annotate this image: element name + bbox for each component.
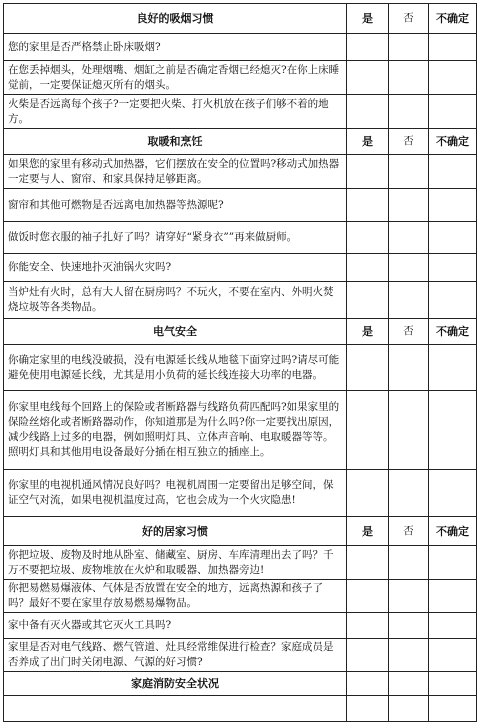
col-unsure: 不确定 [429,4,477,34]
checklist-row [4,34,477,61]
col-yes: 是 [347,129,389,155]
empty-cell [4,696,347,722]
answer-no-cell[interactable] [389,189,429,222]
answer-no-cell[interactable] [389,34,429,61]
answer-no-cell[interactable] [389,391,429,470]
checklist-row [4,61,477,95]
answer-yes-cell[interactable] [347,546,389,580]
answer-no-cell[interactable] [389,470,429,517]
col-no: 否 [389,129,429,155]
answer-unsure-cell[interactable] [429,95,477,129]
question-text: 你确定家里的电线没破损，没有电源延长线从地毯下面穿过吗?请尽可能避免使用电源延长线，尤其是用小负荷的延长线连接大功率的电器。 [4,345,347,391]
question-text: 窗帘和其他可燃物是否远离电加热器等热源呢? [4,189,347,222]
answer-yes-cell[interactable] [347,282,389,319]
answer-yes-cell[interactable] [347,580,389,613]
col-unsure: 不确定 [429,129,477,155]
empty-cell [389,696,429,722]
answer-yes-cell[interactable] [347,155,389,189]
question-text: 做饭时您衣服的袖子扎好了吗？请穿好“紧身衣””再来做厨师。 [4,222,347,254]
empty-cell [429,672,477,696]
answer-unsure-cell[interactable] [429,189,477,222]
answer-unsure-cell[interactable] [429,61,477,95]
col-yes: 是 [347,517,389,546]
empty-cell [347,672,389,696]
answer-unsure-cell[interactable] [429,580,477,613]
question-text: 您的家里是否严格禁止卧床吸烟? [4,34,347,61]
answer-yes-cell[interactable] [347,95,389,129]
checklist-row [4,345,477,391]
section-title: 取暖和烹饪 [4,129,347,155]
answer-no-cell[interactable] [389,254,429,282]
answer-yes-cell[interactable] [347,639,389,672]
question-text: 当炉灶有火时，总有大人留在厨房吗？不玩火，不要在室内、外明火焚烧垃圾等各类物品。 [4,282,347,319]
question-text: 你家里的电视机通风情况良好吗？电视机周围一定要留出足够空间，保证空气对流，如果电视机温度过高，它也会成为一个火灾隐患! [4,470,347,517]
answer-yes-cell[interactable] [347,189,389,222]
question-text: 如果您的家里有移动式加热器，它们摆放在安全的位置吗?移动式加热器一定要与人、窗帘、和家具保持足够距离。 [4,155,347,189]
section-header [4,4,477,34]
question-text: 在您丢掉烟头，处理烟嘴、烟缸之前是否确定香烟已经熄灭?在你上床睡觉前，一定要保证熄灭所有的烟头。 [4,61,347,95]
section-header [4,129,477,155]
answer-no-cell[interactable] [389,282,429,319]
footer-section-header [4,672,477,696]
answer-unsure-cell[interactable] [429,282,477,319]
question-text: 你把垃圾、废物及时地从卧室、储藏室、厨房、车库清理出去了吗？千万不要把垃圾、废物堆放在火炉和取暖器、加热器旁边! [4,546,347,580]
fire-safety-checklist [3,3,477,722]
checklist-row [4,613,477,639]
empty-cell [389,672,429,696]
answer-yes-cell[interactable] [347,61,389,95]
answer-unsure-cell[interactable] [429,613,477,639]
answer-yes-cell[interactable] [347,470,389,517]
answer-unsure-cell[interactable] [429,222,477,254]
question-text: 家里是否对电气线路、燃气管道、灶具经常维保进行检查？家庭成员是否养成了出门时关闭电源、气源的好习惯? [4,639,347,672]
col-no: 否 [389,319,429,345]
col-no: 否 [389,4,429,34]
checklist-row [4,639,477,672]
empty-cell [347,696,389,722]
answer-unsure-cell[interactable] [429,546,477,580]
section-title: 好的居家习惯 [4,517,347,546]
checklist-row [4,155,477,189]
question-text: 你能安全、快速地扑灭油锅火灾吗? [4,254,347,282]
checklist-row [4,254,477,282]
footer-row [4,696,477,722]
answer-unsure-cell[interactable] [429,639,477,672]
answer-yes-cell[interactable] [347,613,389,639]
section-title: 良好的吸烟习惯 [4,4,347,34]
answer-no-cell[interactable] [389,345,429,391]
answer-unsure-cell[interactable] [429,34,477,61]
answer-yes-cell[interactable] [347,391,389,470]
checklist-row [4,470,477,517]
answer-no-cell[interactable] [389,61,429,95]
col-yes: 是 [347,4,389,34]
checklist-row [4,391,477,470]
answer-yes-cell[interactable] [347,345,389,391]
section-title: 电气安全 [4,319,347,345]
section-header [4,319,477,345]
answer-yes-cell[interactable] [347,34,389,61]
answer-no-cell[interactable] [389,613,429,639]
answer-yes-cell[interactable] [347,222,389,254]
answer-no-cell[interactable] [389,580,429,613]
col-unsure: 不确定 [429,319,477,345]
checklist-row [4,222,477,254]
answer-no-cell[interactable] [389,639,429,672]
checklist-row [4,282,477,319]
answer-no-cell[interactable] [389,155,429,189]
answer-no-cell[interactable] [389,222,429,254]
col-no: 否 [389,517,429,546]
checklist-row [4,95,477,129]
answer-yes-cell[interactable] [347,254,389,282]
col-yes: 是 [347,319,389,345]
question-text: 家中备有灭火器或其它灭火工具吗? [4,613,347,639]
answer-unsure-cell[interactable] [429,391,477,470]
section-header [4,517,477,546]
answer-no-cell[interactable] [389,546,429,580]
answer-unsure-cell[interactable] [429,155,477,189]
answer-unsure-cell[interactable] [429,345,477,391]
checklist-row [4,189,477,222]
answer-unsure-cell[interactable] [429,254,477,282]
answer-unsure-cell[interactable] [429,470,477,517]
col-unsure: 不确定 [429,517,477,546]
footer-title: 家庭消防安全状况 [4,672,347,696]
answer-no-cell[interactable] [389,95,429,129]
question-text: 你家里电线每个回路上的保险或者断路器与线路负荷匹配吗?如果家里的保险丝熔化或者断路器动作，你知道那是为什么吗?你一定要找出原因，减少线路上过多的电器，例如照明灯具、立体声音响、电取暖器等等。照明灯具和其他用电设备最好分插在相互独立的插座上。 [4,391,347,470]
question-text: 你把易燃易爆液体、气体是否放置在安全的地方，远离热源和孩子了吗？最好不要在家里存放易燃易爆物品。 [4,580,347,613]
checklist-row [4,546,477,580]
checklist-row [4,580,477,613]
question-text: 火柴是否远离每个孩子?一定要把火柴、打火机放在孩子们够不着的地方。 [4,95,347,129]
empty-cell [429,696,477,722]
